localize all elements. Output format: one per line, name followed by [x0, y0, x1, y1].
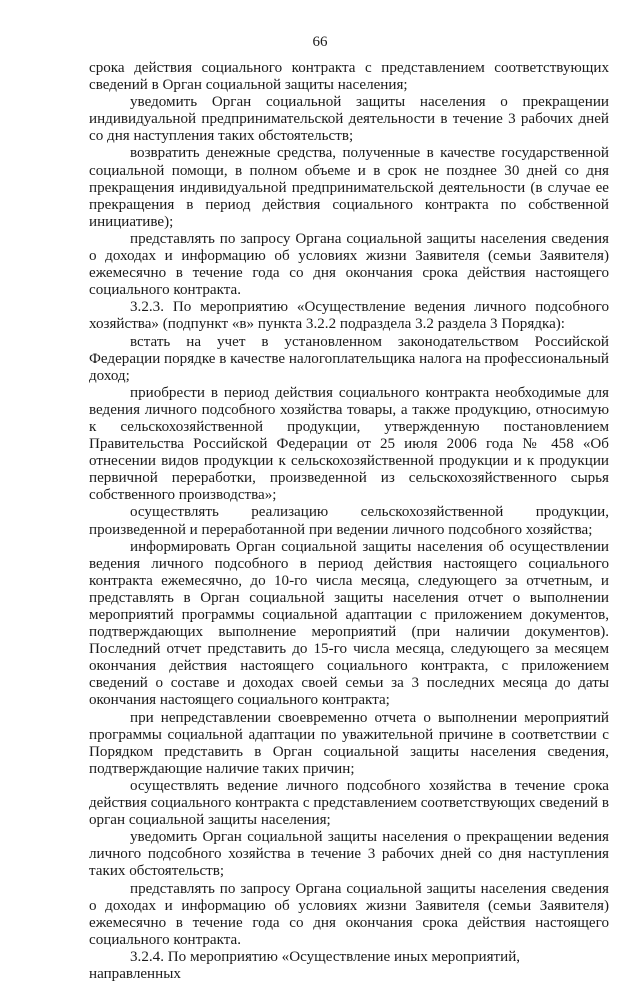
paragraph: представлять по запросу Органа социальной защиты населения сведения о доходах и информацию об условиях жизни Заявителя (семьи Заявителя) ежемесячно в течение года со дня окончания срока действия настоящего социального контракта.: [89, 230, 609, 299]
paragraph: уведомить Орган социальной защиты населения о прекращении ведения личного подсобного хозяйства в течение 3 рабочих дней со дня наступления таких обстоятельств;: [89, 829, 609, 880]
paragraph: осуществлять ведение личного подсобного хозяйства в течение срока действия социального контракта с представлением соответствующих сведений в орган социальной защиты населения;: [89, 777, 609, 829]
paragraph: представлять по запросу Органа социальной защиты населения сведения о доходах и информацию об условиях жизни Заявителя (семьи Заявителя) ежемесячно в течение года со дня окончания срока действия настоящего социального контракта.: [89, 880, 609, 948]
paragraph: встать на учет в установленном законодательством Российской Федерации порядке в качестве налогоплательщика налога на профессиональный доход;: [89, 333, 609, 384]
paragraph: уведомить Орган социальной защиты населения о прекращении индивидуальной предпринимательской деятельности в течение 3 рабочих дней со дня наступления таких обстоятельств;: [89, 94, 609, 145]
paragraph: при непредставлении своевременно отчета о выполнении мероприятий программы социальной адаптации по уважительной причине в соответствии с Порядком представить в Орган социальной защиты населения сведения, подтверждающие наличие таких причин;: [89, 709, 609, 777]
paragraph: информировать Орган социальной защиты населения об осуществлении ведения личного подсобного в период действия настоящего социального контракта ежемесячно, до 10-го числа месяца, следующего за отчетным, и представлять в Орган социальной защиты населения отчет о выполнении мероприятий программы социальной адаптации с приложением документов, подтверждающих выполнение мероприятий (при наличии документов). Последний отчет представить до 15-го числа месяца, следующего за месяцем окончания действия настоящего социального контракта, с приложением сведений о составе и доходах своей семьи за 3 последних месяца до даты окончания настоящего социального контракта;: [89, 538, 609, 709]
paragraph: приобрести в период действия социального контракта необходимые для ведения личного подсобного хозяйства товары, а также продукцию, относимую к сельскохозяйственной продукции, утвержденную постановлением Правительства Российской Федерации от 25 июля 2006 года № 458 «Об отнесении видов продукции к сельскохозяйственной продукции и к продукции первичной переработки, произведенной из сельскохозяйственного сырья собственного производства»;: [89, 384, 609, 504]
document-body: [89, 60, 609, 983]
paragraph: возвратить денежные средства, полученные в качестве государственной социальной помощи, в полном объеме и в срок не позднее 30 дней со дня прекращения индивидуальной предпринимательской деятельности (в случае ее прекращения в период действия социального контракта по собственной инициативе);: [89, 145, 609, 230]
paragraph: осуществлять реализацию сельскохозяйственной продукции, произведенной и переработанной при ведении личного подсобного хозяйства;: [89, 504, 609, 538]
paragraph: срока действия социального контракта с представлением соответствующих сведений в Орган социальной защиты населения;: [89, 60, 609, 94]
page-number: 66: [312, 34, 328, 50]
paragraph: 3.2.3. По мероприятию «Осуществление ведения личного подсобного хозяйства» (подпункт «в» пункта 3.2.2 подраздела 3.2 раздела 3 Порядка):: [89, 299, 609, 333]
paragraph: 3.2.4. По мероприятию «Осуществление иных мероприятий, направленных: [89, 948, 521, 982]
